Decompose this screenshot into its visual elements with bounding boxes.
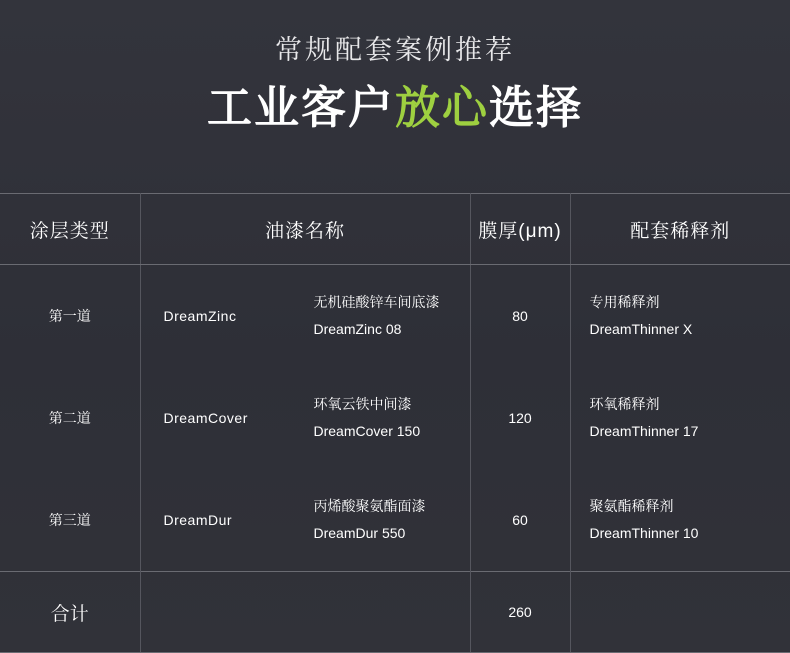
column-header-thickness: 膜厚(μm) xyxy=(470,194,570,265)
title-part-2: 选择 xyxy=(489,82,584,134)
thinner-name-en: DreamThinner X xyxy=(589,321,693,337)
thinner-name-cn: 环氧稀释剂 xyxy=(589,395,660,412)
coating-spec-table-wrapper xyxy=(0,193,790,653)
cell-paint-name xyxy=(140,469,470,572)
paint-name-en: DreamCover 150 xyxy=(313,423,421,439)
title-part-1: 工业客户 xyxy=(206,82,395,134)
column-header-type: 涂层类型 xyxy=(0,194,140,265)
column-header-thinner: 配套稀释剂 xyxy=(570,194,790,265)
cell-coat-type: 第三道 xyxy=(0,469,140,572)
thinner-name-en: DreamThinner 17 xyxy=(589,423,699,439)
paint-name-en: DreamZinc 08 xyxy=(313,321,402,337)
cell-thinner xyxy=(570,265,790,368)
cell-thickness: 120 xyxy=(470,367,570,469)
thinner-name-cn: 专用稀释剂 xyxy=(589,293,660,310)
paint-name-cn: 无机硅酸锌车间底漆 xyxy=(313,293,440,310)
page-header xyxy=(0,0,790,137)
total-paint-empty xyxy=(140,572,470,653)
cell-thinner xyxy=(570,367,790,469)
cell-thinner xyxy=(570,469,790,572)
paint-name-cn: 环氧云铁中间漆 xyxy=(313,395,412,412)
title-accent: 放心 xyxy=(394,82,489,134)
cell-thickness: 60 xyxy=(470,469,570,572)
table-row xyxy=(0,265,790,368)
total-thickness: 260 xyxy=(470,572,570,653)
paint-name-en: DreamDur 550 xyxy=(313,525,406,541)
cell-coat-type: 第一道 xyxy=(0,265,140,368)
paint-brand: DreamCover xyxy=(163,410,248,426)
paint-brand: DreamZinc xyxy=(163,308,237,324)
table-row xyxy=(0,469,790,572)
thinner-name-cn: 聚氨酯稀释剂 xyxy=(589,497,674,514)
cell-coat-type: 第二道 xyxy=(0,367,140,469)
page-title xyxy=(0,80,790,136)
cell-paint-name xyxy=(140,265,470,368)
table-total-row xyxy=(0,572,790,653)
coating-spec-table xyxy=(0,193,790,653)
table-header-row xyxy=(0,194,790,265)
table-row xyxy=(0,367,790,469)
paint-name-cn: 丙烯酸聚氨酯面漆 xyxy=(313,497,426,514)
total-label: 合计 xyxy=(0,572,140,653)
cell-thickness: 80 xyxy=(470,265,570,368)
column-header-paint-name: 油漆名称 xyxy=(140,194,470,265)
header-subtitle: 常规配套案例推荐 xyxy=(275,35,515,65)
cell-paint-name xyxy=(140,367,470,469)
total-thinner-empty xyxy=(570,572,790,653)
thinner-name-en: DreamThinner 10 xyxy=(589,525,699,541)
paint-brand: DreamDur xyxy=(163,512,233,528)
